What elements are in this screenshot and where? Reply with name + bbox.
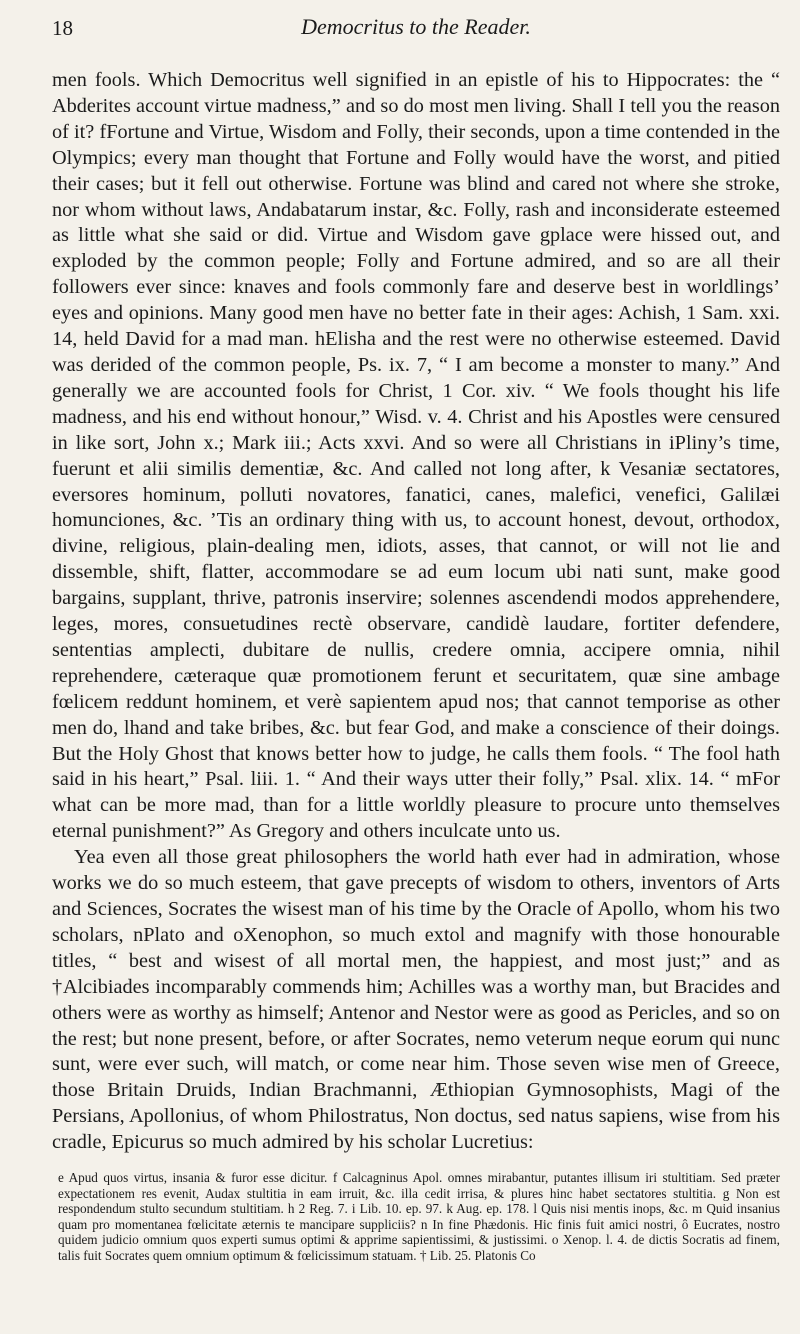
footnote-e: e Apud quos virtus, insania & furor esse dicitur.: [58, 1170, 328, 1186]
footnote-i: i Lib. 10. ep. 97.: [351, 1201, 443, 1217]
footnote-dagger: † Lib. 25. Platonis Co: [419, 1248, 536, 1264]
page-header: [52, 0, 780, 56]
running-title: Democritus to the Reader.: [301, 14, 531, 39]
footnote-l: l Quis nisi mentis inops, &c.: [533, 1201, 688, 1217]
paragraph-1: men fools. Which Democritus well signified in an epistle of his to Hippocrates: the “ Abderites account virtue madness,” and so do most men living. Shall I tell you the reason of it? fFortune and Virtue, Wisdom and Folly, their seconds, upon a time contended in the Olympics; every man thought that Fortune and Folly would have the worst, and pitied their cases; but it fell out otherwise. Fortune was blind and cared not where she stroke, nor whom without laws, Andabatarum instar, &c. Folly, rash and inconsiderate esteemed as little what she said or did. Virtue and Wisdom gave gplace were hissed out, and exploded by the common people; Folly and Fortune admired, and so are all their followers ever since: knaves and fools commonly fare and deserve best in worldlings’ eyes and opinions. Many good men have no better fate in their ages: Achish, 1 Sam. xxi. 14, held David for a mad man. hElisha and the rest were no otherwise esteemed. David was derided of the common people, Ps. ix. 7, “ I am become a monster to many.” And generally we are accounted fools for Christ, 1 Cor. xiv. “ We fools thought his life madness, and his end without honour,” Wisd. v. 4. Christ and his Apostles were censured in like sort, John x.; Mark iii.; Acts xxvi. And so were all Christians in iPliny’s time, fuerunt et alii similis dementiæ, &c. And called not long after, k Vesaniæ sectatores, eversores hominum, polluti novatores, fanatici, canes, malefici, venefici, Galilæi homunciones, &c. ’Tis an ordinary thing with us, to account honest, devout, orthodox, divine, religious, plain-dealing men, idiots, asses, that cannot, or will not lie and dissemble, shift, flatter, accommodare se ad eum locum ubi nati sunt, make good bargains, supplant, thrive, patronis inservire; solennes ascendendi modos apprehendere, leges, mores, consuetudines rectè observare, candidè laudare, fortiter defendere, sententias amplecti, dubitare de nullis, credere omnia, accipere omnia, nihil reprehendere, cæteraque quæ promotionem ferunt et securitatem, quæ sine ambage fœlicem reddunt hominem, et verè sapientem apud nos; that cannot temporise as other men do, lhand and take bribes, &c. but fear God, and make a conscience of their doings. But the Holy Ghost that knows better how to judge, he calls them fools. “ The fool hath said in his heart,” Psal. liii. 1. “ And their ways utter their folly,” Psal. xlix. 14. “ mFor what can be more mad, than for a little worldly pleasure to procure unto themselves eternal punishment?” As Gregory and others inculcate unto us.: [52, 69, 780, 843]
page: [52, 0, 780, 1264]
footnote-g: g Non est respondendum stulto secundum stultitiam.: [58, 1185, 780, 1217]
footnote-f: f Calcagninus Apol. omnes mirabantur, putantes illisum iri stultitiam. Sed præter expectationem res evenit, Audax stultitia in eam irruit, &c. illa cedit irrisa, & plures hinc habet sectatores stultitia.: [58, 1170, 780, 1201]
page-number: 18: [52, 16, 73, 40]
paragraph-2: Yea even all those great philosophers the world hath ever had in admiration, whose works we do so much esteem, that gave precepts of wisdom to others, inventors of Arts and Sciences, Socrates the wisest man of his time by the Oracle of Apollo, whom his two scholars, nPlato and oXenophon, so much extol and magnify with those honourable titles, “ best and wisest of all mortal men, the happiest, and most just;” and as †Alcibiades incomparably commends him; Achilles was a worthy man, but Bracides and others were as worthy as himself; Antenor and Nestor were as good as Pericles, and so on the rest; but none present, before, or after Socrates, nemo veterum neque eorum qui nunc sunt, were ever such, will match, or come near him. Those seven wise men of Greece, those Britain Druids, Indian Brachmanni, Æthiopian Gymnosophists, Magi of the Persians, Apollonius, of whom Philostratus, Non doctus, sed natus sapiens, wise from his cradle, Epicurus so much admired by his scholar Lucretius:: [52, 846, 780, 1154]
footnotes: [52, 1170, 780, 1264]
footnote-h: h 2 Reg. 7.: [287, 1201, 348, 1217]
footnote-o: o Xenop. l. 4. de dictis Socratis ad finem, talis fuit Socrates quem omnium optimum & fœlicissimum statuam.: [58, 1232, 780, 1264]
body-text: [52, 68, 780, 1156]
footnote-n: n In fine Phædonis. Hic finis fuit amici nostri, ô Eucrates, nostro quidem judicio omnium quos experti sumus optimi & apprime sapientissimi, & justissimi.: [58, 1216, 780, 1248]
footnote-m: m Quid insanius quam pro momentanea fœlicitate æternis te mancipare suppliciis?: [58, 1201, 781, 1232]
footnote-k: k Aug. ep. 178.: [446, 1201, 530, 1217]
